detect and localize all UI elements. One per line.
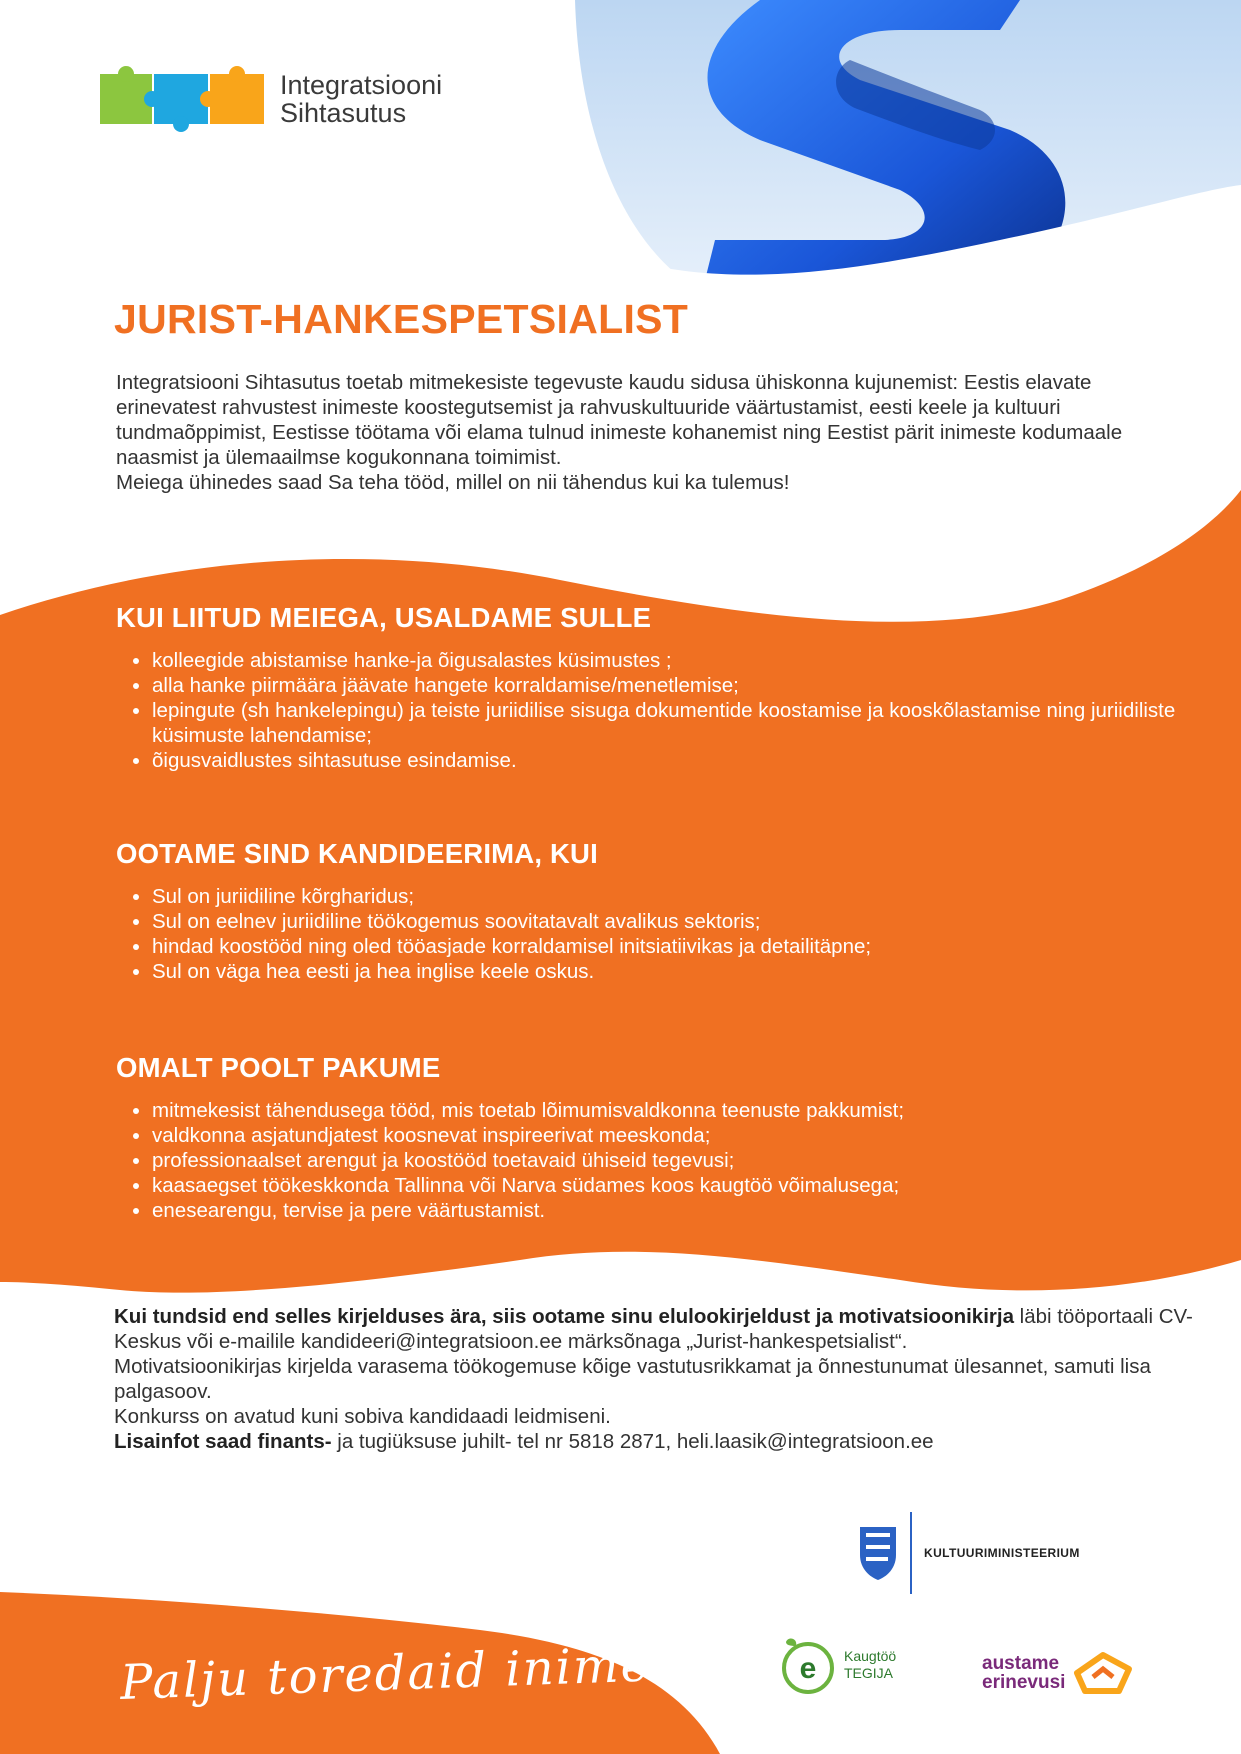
list-item: • Sul on juriidiline kõrgharidus; xyxy=(152,884,1176,909)
org-logo xyxy=(100,62,442,136)
list-item: • professionaalset arengut ja koostööd toetavaid ühiseid tegevusi; xyxy=(152,1148,1176,1173)
list-item: • kolleegide abistamise hanke-ja õigusalastes küsimustes ; xyxy=(152,648,1176,673)
application-info xyxy=(114,1304,1194,1454)
job-title: JURIST-HANKESPETSIALIST xyxy=(114,296,689,342)
svg-text:e: e xyxy=(799,1652,817,1685)
list-item: • õigusvaidlustes sihtasutuse esindamise. xyxy=(152,748,1176,773)
section-requirements xyxy=(116,838,1176,984)
apply-motivation: Motivatsioonikirjas kirjelda varasema töökogemuse kõige vastutusrikkamat ja õnnestunumat ülesannet, samuti lisa palgasoov. xyxy=(114,1355,1151,1403)
apply-contact-bold: Lisainfot saad finants- xyxy=(114,1430,332,1453)
list-item: • kaasaegset töökeskkonda Tallinna või Narva südames koos kaugtöö võimalusega; xyxy=(152,1173,1176,1198)
kaugtoo-e-icon xyxy=(772,1636,838,1694)
requirements-list xyxy=(116,884,1176,984)
apply-lead-rest: läbi tööportaali CV-Keskus või e-mailile kandideeri@integratsioon.ee märksõnaga „Jurist-hankespetsialist“. xyxy=(114,1305,1193,1353)
list-item: • Sul on eelnev juriidiline töökogemus soovitatavalt avalikus sektoris; xyxy=(152,909,1176,934)
kaugtoo-line1: Kaugtöö xyxy=(844,1648,897,1664)
handwritten-signature: Palju toredaid inimesi xyxy=(119,1634,696,1712)
apply-open-until: Konkurss on avatud kuni sobiva kandidaadi leidmiseni. xyxy=(114,1405,611,1428)
ministry-divider xyxy=(910,1512,912,1594)
intro-paragraph: Integratsiooni Sihtasutus toetab mitmekesiste tegevuste kaudu sidusa ühiskonna kujunemist: Eestis elavate erinevatest rahvustest inimeste koostegutsemist ja rahvuskultuuride väärtustamist, eesti keele ja kultuuri tundmaõppimist, Eestisse töötama või elama tulnud inimeste kohanemist ning Eestist pärit inimeste kodumaale naasmist ja ülemaailmse kogukonnana toimimist. xyxy=(116,371,1123,469)
list-item: • mitmekesist tähendusega tööd, mis toetab lõimumisvaldkonna teenuste pakkumist; xyxy=(152,1098,1176,1123)
apply-contact-rest: ja tugiüksuse juhilt- tel nr 5818 2871, heli.laasik@integratsioon.ee xyxy=(331,1430,934,1453)
list-item: • enesearengu, tervise ja pere väärtustamist. xyxy=(152,1198,1176,1223)
austame-line1: austame xyxy=(982,1653,1060,1674)
austame-text xyxy=(982,1654,1065,1692)
kaugtoo-logo xyxy=(772,1636,896,1694)
list-item: • valdkonna asjatundjatest koosnevat inspireerivat meeskonda; xyxy=(152,1123,1176,1148)
list-item: • alla hanke piirmäära jäävate hangete korraldamise/menetlemise; xyxy=(152,673,1176,698)
org-name xyxy=(280,71,442,127)
austame-logo xyxy=(982,1651,1133,1695)
section-heading: KUI LIITUD MEIEGA, USALDAME SULLE xyxy=(116,602,652,633)
list-item: • lepingute (sh hankelepingu) ja teiste juriidilise sisuga dokumentide koostamise ja kooskõlastamise ning juriidiliste küsimuste lahendamise; xyxy=(152,698,1176,748)
section-heading: OMALT POOLT PAKUME xyxy=(116,1052,441,1083)
kaugtoo-line2: TEGIJA xyxy=(844,1665,894,1681)
org-name-line2: Sihtasutus xyxy=(280,98,407,128)
puzzle-logo-icon xyxy=(100,62,270,136)
apply-lead xyxy=(114,1304,1194,1354)
section-heading: OOTAME SIND KANDIDEERIMA, KUI xyxy=(116,838,598,869)
list-item: • Sul on väga hea eesti ja hea inglise keele oskus. xyxy=(152,959,1176,984)
org-name-line1: Integratsiooni xyxy=(280,70,443,100)
section-offer xyxy=(116,1052,1176,1223)
apply-lead-bold: Kui tundsid end selles kirjelduses ära, siis ootame sinu elulookirjeldust ja motivatsioonikirja xyxy=(114,1305,1014,1328)
section-responsibilities xyxy=(116,602,1176,773)
responsibilities-list xyxy=(116,648,1176,773)
list-item: • hindad koostööd ning oled tööasjade korraldamisel initsiatiivikas ja detailitäpne; xyxy=(152,934,1176,959)
austame-line2: erinevusi xyxy=(982,1672,1066,1693)
intro-closing: Meiega ühinedes saad Sa teha tööd, millel on nii tähendus kui ka tulemus! xyxy=(116,471,790,494)
coat-of-arms-icon xyxy=(858,1525,898,1581)
apply-contact xyxy=(114,1429,1194,1454)
intro-text xyxy=(116,370,1156,495)
austame-house-icon xyxy=(1073,1651,1133,1695)
ministry-name: KULTUURIMINISTEERIUM xyxy=(924,1546,1080,1560)
kaugtoo-text xyxy=(844,1648,896,1682)
offer-list xyxy=(116,1098,1176,1223)
ministry-logo xyxy=(858,1512,1080,1594)
